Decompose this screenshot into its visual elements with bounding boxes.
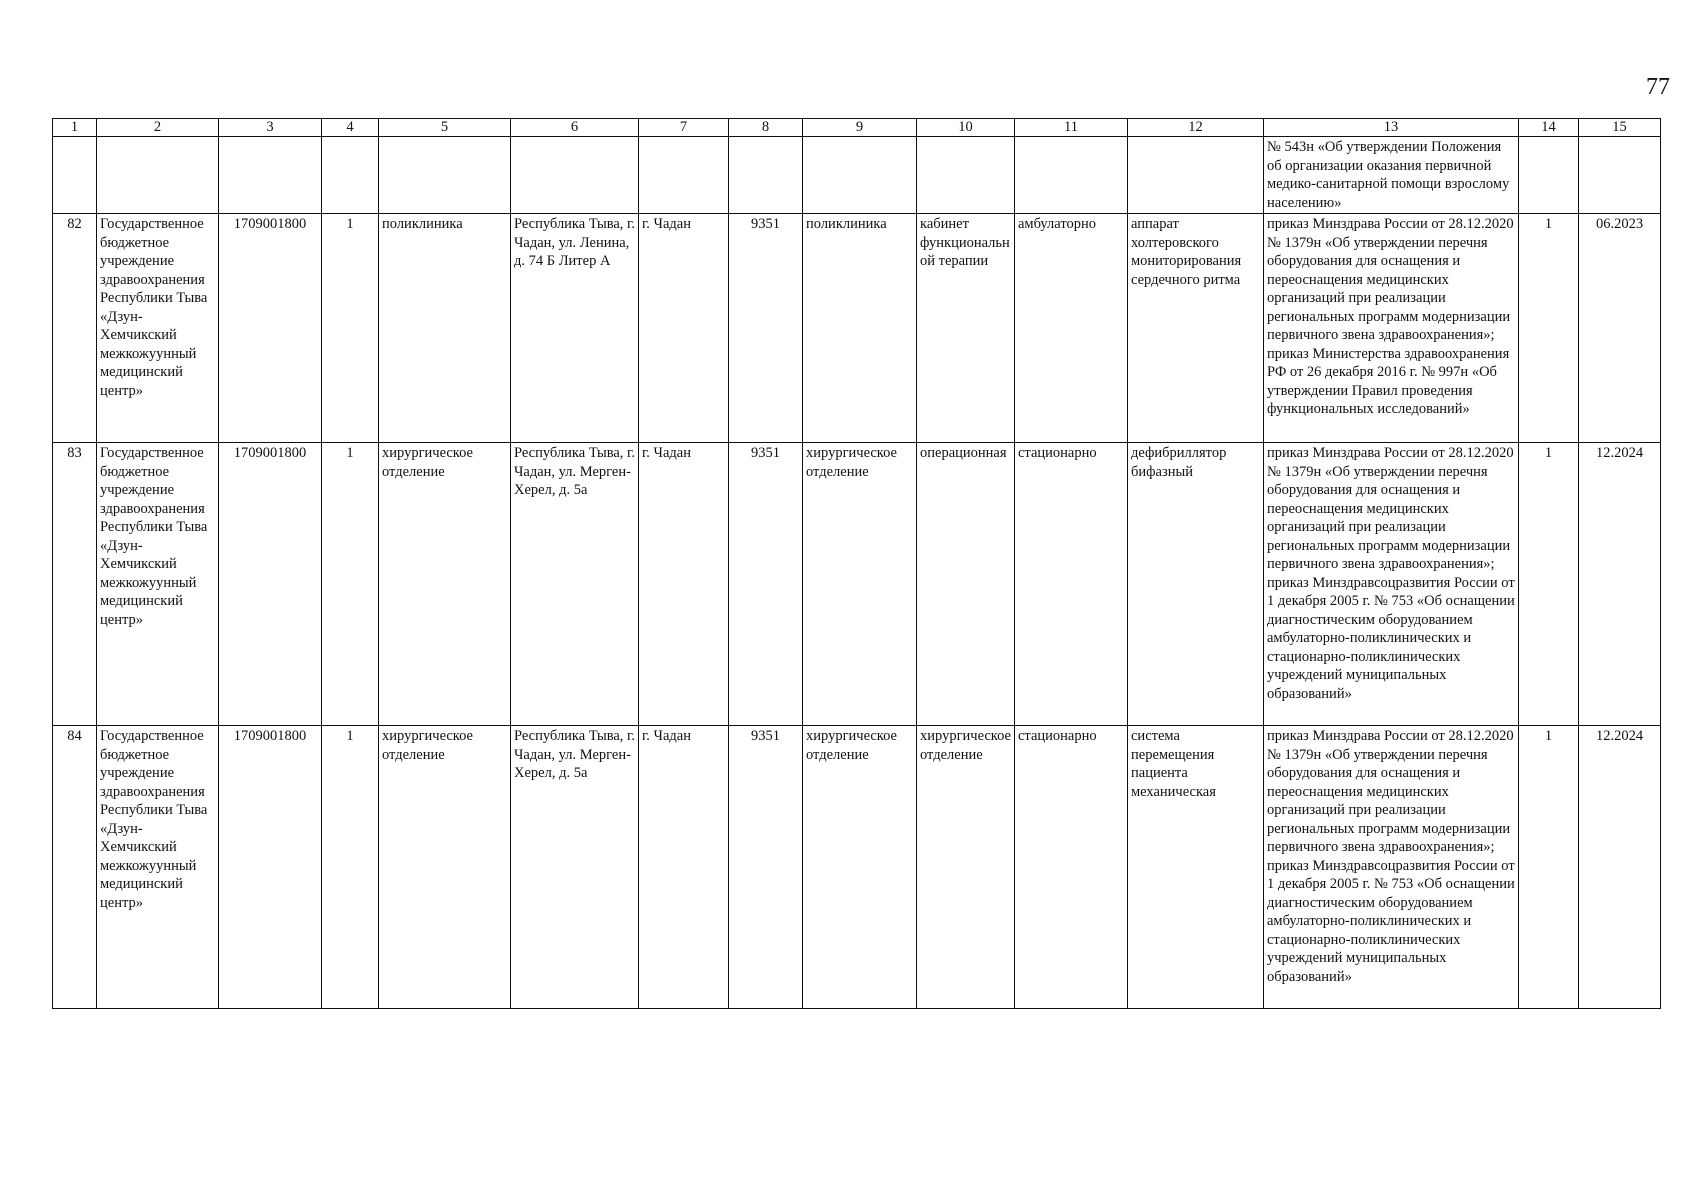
care-mode: стационарно (1015, 726, 1128, 1009)
column-number: 1 (53, 119, 97, 137)
col4-value: 1 (322, 443, 379, 726)
column-number: 6 (511, 119, 639, 137)
equipment-table (52, 118, 1661, 1009)
address: Республика Тыва, г. Чадан, ул. Мерген-Херел, д. 5а (511, 726, 639, 1009)
column-number: 4 (322, 119, 379, 137)
empty-cell (53, 137, 97, 214)
quantity: 1 (1519, 214, 1579, 443)
equipment-name: дефибриллятор бифазный (1128, 443, 1264, 726)
unit-name: поликлиника (379, 214, 511, 443)
room: операционная (917, 443, 1015, 726)
page-number: 77 (1646, 74, 1670, 100)
empty-cell (97, 137, 219, 214)
room: хирургическое отделение (917, 726, 1015, 1009)
column-number: 5 (379, 119, 511, 137)
row-number: 84 (53, 726, 97, 1009)
empty-cell (917, 137, 1015, 214)
continuation-row (53, 137, 1661, 214)
address: Республика Тыва, г. Чадан, ул. Ленина, д. 74 Б Литер А (511, 214, 639, 443)
department: хирургическое отделение (803, 443, 917, 726)
empty-cell (322, 137, 379, 214)
organization-code: 1709001800 (219, 214, 322, 443)
row-number: 82 (53, 214, 97, 443)
organization-name: Государственное бюджетное учреждение здравоохранения Республики Тыва «Дзун-Хемчикский межкожуунный медицинский центр» (97, 443, 219, 726)
empty-cell (803, 137, 917, 214)
city: г. Чадан (639, 726, 729, 1009)
care-mode: стационарно (1015, 443, 1128, 726)
room: кабинет функциональной терапии (917, 214, 1015, 443)
legal-basis: приказ Минздрава России от 28.12.2020 № 1379н «Об утверждении перечня оборудования для оснащения и переоснащения медицинских организаций при реализации региональных программ модернизации первичного звена здравоохранения»; приказ Минздравсоцразвития России от 1 декабря 2005 г. № 753 «Об оснащении диагностическим оборудованием амбулаторно-поликлинических и стационарно-поликлинических учреждений муниципальных образований» (1264, 443, 1519, 726)
col8-value: 9351 (729, 443, 803, 726)
legal-basis: приказ Минздрава России от 28.12.2020 № 1379н «Об утверждении перечня оборудования для оснащения и переоснащения медицинских организаций при реализации региональных программ модернизации первичного звена здравоохранения»; приказ Минздравсоцразвития России от 1 декабря 2005 г. № 753 «Об оснащении диагностическим оборудованием амбулаторно-поликлинических и стационарно-поликлинических учреждений муниципальных образований» (1264, 726, 1519, 1009)
legal-basis: приказ Минздрава России от 28.12.2020 № 1379н «Об утверждении перечня оборудования для оснащения и переоснащения медицинских организаций при реализации региональных программ модернизации первичного звена здравоохранения»; приказ Министерства здравоохранения РФ от 26 декабря 2016 г. № 997н «Об утверждении Правил проведения функциональных исследований» (1264, 214, 1519, 443)
organization-name: Государственное бюджетное учреждение здравоохранения Республики Тыва «Дзун-Хемчикский межкожуунный медицинский центр» (97, 214, 219, 443)
column-number: 9 (803, 119, 917, 137)
organization-name: Государственное бюджетное учреждение здравоохранения Республики Тыва «Дзун-Хемчикский межкожуунный медицинский центр» (97, 726, 219, 1009)
table-row (53, 443, 1661, 726)
quantity: 1 (1519, 726, 1579, 1009)
city: г. Чадан (639, 214, 729, 443)
column-number-row (53, 119, 1661, 137)
date: 12.2024 (1579, 443, 1661, 726)
city: г. Чадан (639, 443, 729, 726)
empty-cell (729, 137, 803, 214)
column-number: 13 (1264, 119, 1519, 137)
empty-cell (1015, 137, 1128, 214)
column-number: 10 (917, 119, 1015, 137)
empty-cell (219, 137, 322, 214)
quantity: 1 (1519, 443, 1579, 726)
empty-cell (1579, 137, 1661, 214)
address: Республика Тыва, г. Чадан, ул. Мерген-Херел, д. 5а (511, 443, 639, 726)
organization-code: 1709001800 (219, 726, 322, 1009)
equipment-name: аппарат холтеровского мониторирования сердечного ритма (1128, 214, 1264, 443)
empty-cell (379, 137, 511, 214)
col4-value: 1 (322, 726, 379, 1009)
organization-code: 1709001800 (219, 443, 322, 726)
department: хирургическое отделение (803, 726, 917, 1009)
col8-value: 9351 (729, 214, 803, 443)
empty-cell (1128, 137, 1264, 214)
column-number: 11 (1015, 119, 1128, 137)
col8-value: 9351 (729, 726, 803, 1009)
date: 06.2023 (1579, 214, 1661, 443)
column-number: 8 (729, 119, 803, 137)
empty-cell (511, 137, 639, 214)
unit-name: хирургическое отделение (379, 443, 511, 726)
column-number: 2 (97, 119, 219, 137)
column-number: 7 (639, 119, 729, 137)
row-number: 83 (53, 443, 97, 726)
legal-basis-continuation: № 543н «Об утверждении Положения об организации оказания первичной медико-санитарной помощи взрослому населению» (1264, 137, 1519, 214)
empty-cell (1519, 137, 1579, 214)
col4-value: 1 (322, 214, 379, 443)
column-number: 15 (1579, 119, 1661, 137)
department: поликлиника (803, 214, 917, 443)
unit-name: хирургическое отделение (379, 726, 511, 1009)
date: 12.2024 (1579, 726, 1661, 1009)
column-number: 3 (219, 119, 322, 137)
table-row (53, 726, 1661, 1009)
empty-cell (639, 137, 729, 214)
column-number: 14 (1519, 119, 1579, 137)
equipment-name: система перемещения пациента механическая (1128, 726, 1264, 1009)
column-number: 12 (1128, 119, 1264, 137)
table-row (53, 214, 1661, 443)
care-mode: амбулаторно (1015, 214, 1128, 443)
